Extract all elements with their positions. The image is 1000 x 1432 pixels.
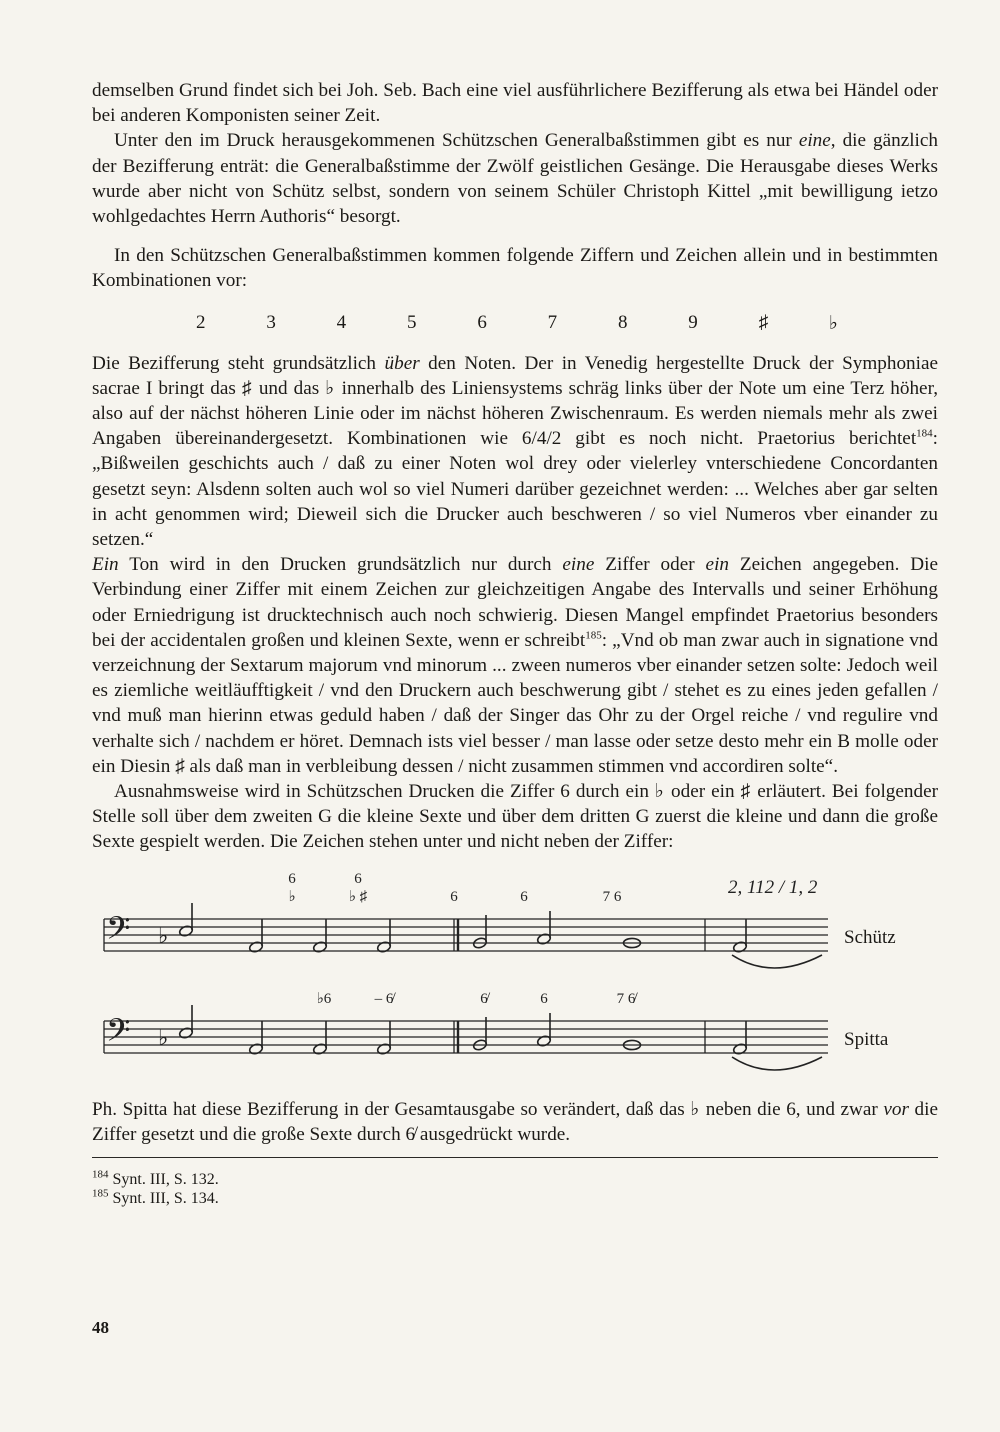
figures-staff-2: [317, 991, 639, 1007]
figure-6: 6: [288, 870, 296, 887]
figure-6: 6: [520, 888, 528, 905]
staff-spitta: [104, 1021, 828, 1053]
flat-icon: ♭: [158, 922, 169, 948]
figure-6: 6: [450, 888, 458, 905]
figure-item: ♯: [758, 311, 769, 333]
flat-icon: ♭: [158, 1024, 169, 1050]
music-example: [92, 859, 938, 1089]
paragraph-2: Unter den im Druck herausgekommenen Schützschen Generalbaßstimmen gibt es nur eine, die gänzlich der Bezifferung enträt: die Generalbaßstimme der Zwölf geistlichen Gesänge. Die Herausgabe dieses Werks wurde aber nicht von Schütz selbst, sondern von seinem Schüler Christoph Kittel „mit bewilligung ietzo wohlgedachtes Herrn Authoris“ besorgt.: [92, 130, 938, 228]
figure-item: 8: [617, 311, 628, 333]
staff-schuetz: [104, 919, 828, 951]
footnote-185: $^{185}$ Synt. III, S. 134.: [92, 1187, 219, 1208]
paragraph-5: Ein Ton wird in den Drucken grundsätzlich nur durch eine Ziffer oder ein Zeichen angegeben. Die Verbindung einer Ziffer mit einem Zeichen zur gleichzeitigen Angabe des Intervalls und seiner Erhöhung oder Erniedrigung ist drucktechnisch auch noch schwierig. Diesen Mangel empfindet Praetorius besonders bei der accidentalen großen und kleinen Sexte, wenn er schreibt$^{185}$: „Vnd ob man zwar auch in signatione vnd verzeichnung der Sextarum majorum vnd minorum ... zween numeros vber einander setzen solte: Jedoch weil es ziemliche weitläufftigkeit / vnd den Druckern auch beschwerung gibt / stehet es zu eines jeden gefallen / vnd muß man hierinn etwas geduld haben / daß der Singer das Ohr zu der Orgel reiche / vnd regulire vnd verhalte sich / nachdem er höret. Demnach ists viel besser / man lasse oder setze desto mehr ein B molle oder ein Diesin ♯ als daß man in verbleibung dessen / nicht zusammen stimmen vnd accordiren solte“.: [92, 554, 939, 777]
figure-item: 5: [406, 311, 417, 333]
bass-clef-icon: 𝄢: [106, 911, 131, 954]
bass-clef-icon: 𝄢: [106, 1013, 131, 1056]
figure-dash-6-slash: – 6̸: [374, 990, 394, 1007]
footnote-divider: [92, 1157, 938, 1158]
paragraph-1: demselben Grund findet sich bei Joh. Seb. Bach eine viel ausführlichere Bezifferung als etwa bei Händel oder bei anderen Komponisten seiner Zeit.: [92, 80, 938, 127]
staff-label-spitta: Spitta: [844, 1028, 889, 1050]
figures-staff-1: [288, 871, 622, 905]
footnote-184: $^{184}$ Synt. III, S. 132.: [92, 1168, 219, 1189]
figure-flat-6: ♭6: [316, 990, 332, 1007]
paragraph-6: Ausnahmsweise wird in Schützschen Drucken die Ziffer 6 durch ein ♭ oder ein ♯ erläutert. Bei folgender Stelle soll über dem zweiten G die kleine Sexte und über dem dritten G zuerst die kleine und dann die große Sexte gespielt werden. Die Zeichen stehen unter und nicht neben der Ziffer:: [92, 781, 938, 853]
page-number: 48: [92, 1318, 109, 1337]
figure-6: 6: [540, 990, 548, 1007]
staff-label-schuetz: Schütz: [844, 926, 896, 948]
figure-item: ♭: [828, 312, 838, 334]
figure-item: 3: [266, 311, 276, 333]
figure-item: 6: [477, 311, 487, 333]
reference: 2, 112 / 1, 2: [728, 876, 818, 898]
page-body: [92, 78, 938, 1208]
figure-item: 7: [547, 311, 558, 333]
footnotes: [92, 1170, 938, 1208]
footnote-ref-184: 184: [916, 427, 933, 440]
figure-flat: ♭: [288, 888, 296, 905]
figure-item: 2: [196, 311, 206, 333]
figure-item: 4: [336, 311, 347, 333]
figure-flat-sharp: ♭ ♯: [348, 888, 368, 905]
figures-row: [92, 312, 938, 335]
music-notation: [92, 859, 938, 1089]
figure-6-slash: 6̸: [480, 990, 488, 1007]
figure-6: 6: [354, 870, 362, 887]
figure-7-6-slash: 7 6̸: [616, 990, 636, 1007]
paragraph-3: In den Schützschen Generalbaßstimmen kommen folgende Ziffern und Zeichen allein und in bestimmten Kombinationen vor:: [92, 245, 938, 292]
figure-item: 9: [688, 311, 698, 333]
paragraph-7: Ph. Spitta hat diese Bezifferung in der Gesamtausgabe so verändert, daß das ♭ neben die 6, und zwar vor die Ziffer gesetzt und die große Sexte durch 6̸ ausgedrückt wurde.: [92, 1098, 938, 1145]
footnote-ref-185: 185: [585, 629, 602, 642]
figure-7-6: 7 6: [602, 888, 622, 905]
paragraph-4: Die Bezifferung steht grundsätzlich über den Noten. Der in Venedig hergestellte Druck der Symphoniae sacrae I bringt das ♯ und das ♭ innerhalb des Liniensystems schräg links über der Note um eine Terz höher, also auf der nächst höheren Linie oder im nächst höheren Zwischenraum. Es werden niemals mehr als zwei Angaben übereinandergesetzt. Kombinationen wie 6/4/2 gibt es noch nicht. Praetorius berichtet$^{184}$: „Bißweilen geschichts auch / daß zu einer Noten wol drey oder vielerley vnterschiedene Concordanten gesetzt seyn: Alsdenn solten auch wol so viel Numeri darüber gezeichnet werden: ... Welches aber gar selten in acht genommen wird; Dieweil sich die Drucker auch beschweren / so viel Numeros vber einander zu setzen.“: [92, 352, 939, 551]
